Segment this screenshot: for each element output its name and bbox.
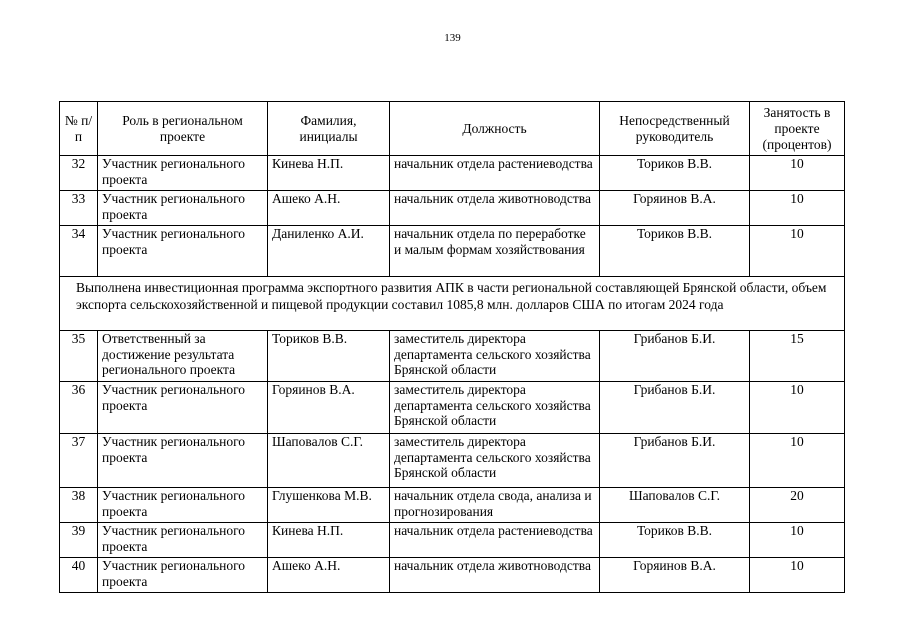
row-name: Глушенкова М.В.: [268, 488, 390, 523]
row-load: 10: [750, 523, 845, 558]
row-load: 10: [750, 226, 845, 277]
row-role: Участник регионального проекта: [98, 191, 268, 226]
row-manager: Шаповалов С.Г.: [600, 488, 750, 523]
row-manager: Грибанов Б.И.: [600, 331, 750, 382]
row-load: 10: [750, 382, 845, 434]
row-position: начальник отдела свода, анализа и прогнозирования: [390, 488, 600, 523]
row-manager: Ториков В.В.: [600, 523, 750, 558]
row-num: 34: [60, 226, 98, 277]
table-row: [60, 226, 845, 277]
row-role: Участник регионального проекта: [98, 382, 268, 434]
row-load: 20: [750, 488, 845, 523]
row-position: заместитель директора департамента сельского хозяйства Брянской области: [390, 382, 600, 434]
row-position: начальник отдела растениеводства: [390, 523, 600, 558]
row-load: 10: [750, 434, 845, 488]
table-header-row: [60, 102, 845, 156]
row-role: Участник регионального проекта: [98, 226, 268, 277]
row-position: заместитель директора департамента сельского хозяйства Брянской области: [390, 434, 600, 488]
row-role: Ответственный за достижение результата регионального проекта: [98, 331, 268, 382]
table-row: [60, 434, 845, 488]
table-row: [60, 156, 845, 191]
row-position: начальник отдела растениеводства: [390, 156, 600, 191]
row-role: Участник регионального проекта: [98, 488, 268, 523]
row-name: Ашеко А.Н.: [268, 191, 390, 226]
row-load: 10: [750, 558, 845, 593]
header-name: Фамилия, инициалы: [268, 102, 390, 156]
row-num: 32: [60, 156, 98, 191]
row-load: 15: [750, 331, 845, 382]
row-num: 40: [60, 558, 98, 593]
row-manager: Грибанов Б.И.: [600, 382, 750, 434]
row-position: начальник отдела животноводства: [390, 191, 600, 226]
row-name: Даниленко А.И.: [268, 226, 390, 277]
row-name: Горяинов В.А.: [268, 382, 390, 434]
result-note: Выполнена инвестиционная программа экспортного развития АПК в части региональной составляющей Брянской области, объем экспорта сельскохозяйственной и пищевой продукции составил 1085,8 млн. долларов США по итогам 2024 года: [60, 277, 845, 331]
table-row: [60, 558, 845, 593]
table-row: [60, 382, 845, 434]
row-num: 37: [60, 434, 98, 488]
row-name: Шаповалов С.Г.: [268, 434, 390, 488]
row-num: 38: [60, 488, 98, 523]
page-number: 139: [444, 32, 461, 44]
row-name: Кинева Н.П.: [268, 523, 390, 558]
row-role: Участник регионального проекта: [98, 558, 268, 593]
row-num: 33: [60, 191, 98, 226]
table-row: [60, 488, 845, 523]
row-position: начальник отдела по переработке и малым формам хозяйствования: [390, 226, 600, 277]
row-load: 10: [750, 156, 845, 191]
row-name: Ториков В.В.: [268, 331, 390, 382]
row-load: 10: [750, 191, 845, 226]
row-num: 39: [60, 523, 98, 558]
row-manager: Горяинов В.А.: [600, 191, 750, 226]
header-position: Должность: [390, 102, 600, 156]
table-row: [60, 331, 845, 382]
row-num: 36: [60, 382, 98, 434]
row-num: 35: [60, 331, 98, 382]
row-manager: Горяинов В.А.: [600, 558, 750, 593]
project-participants-table: [59, 101, 845, 593]
row-manager: Грибанов Б.И.: [600, 434, 750, 488]
header-num: № п/п: [60, 102, 98, 156]
header-manager: Непосредственный руководитель: [600, 102, 750, 156]
header-load: Занятость в проекте (процентов): [750, 102, 845, 156]
row-role: Участник регионального проекта: [98, 523, 268, 558]
header-role: Роль в региональном проекте: [98, 102, 268, 156]
row-role: Участник регионального проекта: [98, 156, 268, 191]
note-row: [60, 277, 845, 331]
row-manager: Ториков В.В.: [600, 226, 750, 277]
row-manager: Ториков В.В.: [600, 156, 750, 191]
row-position: заместитель директора департамента сельского хозяйства Брянской области: [390, 331, 600, 382]
row-name: Кинева Н.П.: [268, 156, 390, 191]
row-role: Участник регионального проекта: [98, 434, 268, 488]
row-name: Ашеко А.Н.: [268, 558, 390, 593]
table-row: [60, 523, 845, 558]
row-position: начальник отдела животноводства: [390, 558, 600, 593]
table-row: [60, 191, 845, 226]
